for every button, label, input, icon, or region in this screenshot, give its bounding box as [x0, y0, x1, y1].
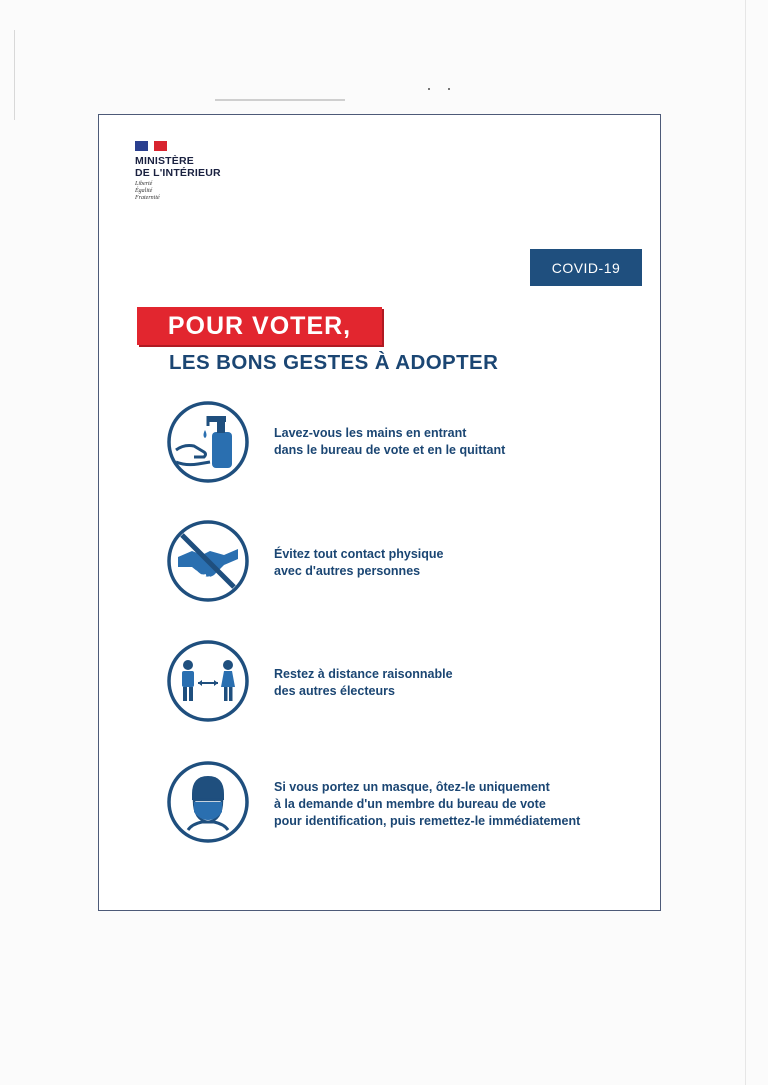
face-mask-icon [166, 760, 250, 844]
instruction-line: Si vous portez un masque, ôtez-le uniquement [274, 780, 550, 794]
poster [98, 114, 661, 911]
motto [135, 181, 221, 202]
flag-icon [135, 141, 167, 151]
motto-line: Fraternité [135, 195, 160, 201]
instruction-line: avec d'autres personnes [274, 564, 421, 578]
scan-artifact-top [215, 99, 345, 101]
instruction-handwash [274, 425, 505, 459]
page-subtitle: LES BONS GESTES À ADOPTER [169, 351, 499, 374]
instruction-line: dans le bureau de vote et en le quittant [274, 443, 506, 457]
page-title: POUR VOTER, [137, 307, 382, 345]
scan-artifact-dots [428, 88, 458, 92]
scan-artifact-right [745, 0, 746, 1085]
motto-line: Liberté [135, 181, 153, 187]
distance-icon [166, 639, 250, 723]
ministry-name-line1: MINISTÈRE [135, 155, 194, 167]
instruction-line: Évitez tout contact physique [274, 547, 444, 561]
covid-badge: COVID-19 [530, 249, 642, 286]
instruction-no-contact [274, 546, 443, 580]
ministry-logo [135, 141, 221, 202]
instruction-line: des autres électeurs [274, 684, 395, 698]
scan-artifact-left [14, 30, 15, 120]
no-handshake-icon [166, 519, 250, 603]
instruction-line: pour identification, puis remettez-le immédiatement [274, 814, 581, 828]
instruction-mask [274, 779, 580, 830]
ministry-name-line2: DE L'INTÉRIEUR [135, 167, 221, 179]
instruction-line: Restez à distance raisonnable [274, 667, 453, 681]
motto-line: Égalité [135, 188, 153, 194]
instruction-line: à la demande d'un membre du bureau de vote [274, 797, 546, 811]
instruction-distance [274, 666, 453, 700]
handwash-icon [166, 400, 250, 484]
instruction-line: Lavez-vous les mains en entrant [274, 426, 467, 440]
